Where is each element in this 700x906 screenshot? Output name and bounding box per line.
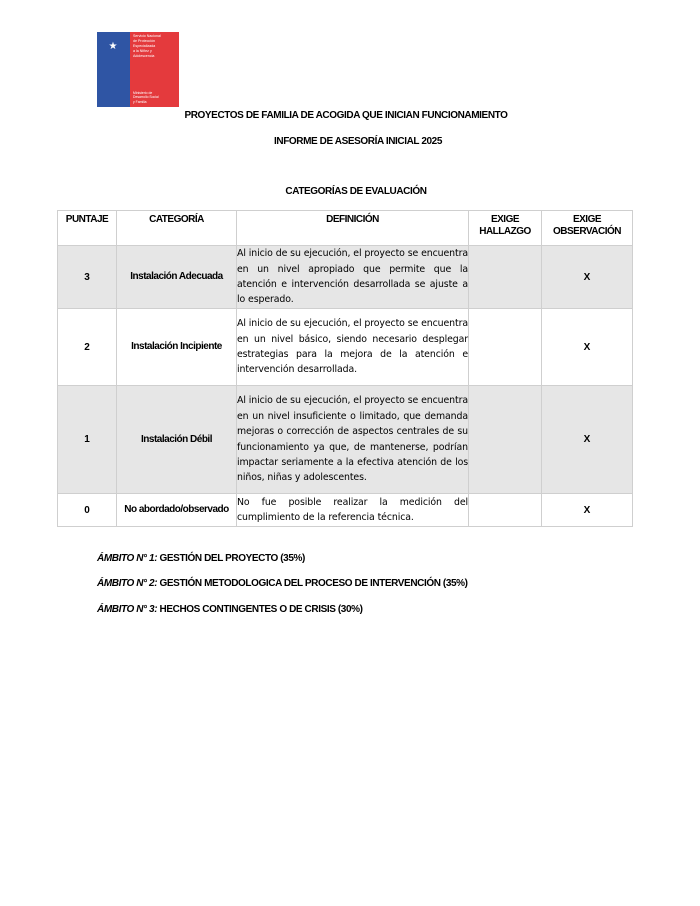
ambito-1 <box>97 553 305 564</box>
header-categoria: CATEGORÍA <box>117 211 237 246</box>
categoria-cell: Instalación Incipiente <box>117 309 237 386</box>
logo-text-block <box>130 32 179 107</box>
table-row <box>58 309 633 386</box>
ambito-3 <box>97 604 363 615</box>
puntaje-cell: 2 <box>58 309 117 386</box>
definicion-cell: No fue posible realizar la medición del cumplimiento de la referencia técnica. <box>237 494 469 527</box>
logo-line: a la Niñez y <box>133 49 152 53</box>
star-icon: ★ <box>108 41 118 52</box>
logo-emblem <box>97 32 130 107</box>
ambito-label: ÁMBITO N° 2: <box>97 578 158 589</box>
categories-title: CATEGORÍAS DE EVALUACIÓN <box>285 186 427 197</box>
observacion-cell: X <box>542 309 633 386</box>
categoria-cell: No abordado/observado <box>117 494 237 527</box>
definicion-cell: Al inicio de su ejecución, el proyecto se encuentra en un nivel insuficiente o limitado, que demanda mejoras o corrección de aspectos centrales de su funcionamiento ya que, de mantenerse, podrían impactar seriamente a la efectiva atención de los niños, niñas y adolescentes. <box>237 386 469 494</box>
logo-sub-line: Desarrollo Social <box>133 95 159 100</box>
logo-sub-line: y Familia <box>133 99 147 104</box>
table-row <box>58 386 633 494</box>
hallazgo-cell <box>469 494 542 527</box>
puntaje-cell: 1 <box>58 386 117 494</box>
hallazgo-cell <box>469 309 542 386</box>
observacion-cell: X <box>542 246 633 309</box>
ambito-label: ÁMBITO N° 3: <box>97 604 158 615</box>
observacion-cell: X <box>542 494 633 527</box>
evaluation-categories-table <box>57 210 633 527</box>
logo-line: Especializada <box>133 44 156 48</box>
ambito-text: GESTIÓN DEL PROYECTO (35%) <box>159 553 305 564</box>
puntaje-cell: 3 <box>58 246 117 309</box>
puntaje-cell: 0 <box>58 494 117 527</box>
observacion-cell: X <box>542 386 633 494</box>
ambito-2 <box>97 578 468 589</box>
logo-subtext <box>133 91 159 104</box>
logo-line: Servicio Nacional <box>133 34 161 38</box>
ambito-text: HECHOS CONTINGENTES O DE CRISIS (30%) <box>159 604 363 615</box>
header-exige-observacion: EXIGE OBSERVACIÓN <box>542 211 633 246</box>
table-header-row <box>58 211 633 246</box>
definicion-cell: Al inicio de su ejecución, el proyecto se encuentra en un nivel apropiado que permite que la atención e intervención desarrollada se ajuste a lo esperado. <box>237 246 469 309</box>
header-puntaje: PUNTAJE <box>58 211 117 246</box>
hallazgo-cell <box>469 246 542 309</box>
table-row <box>58 494 633 527</box>
categoria-cell: Instalación Adecuada <box>117 246 237 309</box>
definicion-cell: Al inicio de su ejecución, el proyecto se encuentra en un nivel básico, siendo necesario desplegar estrategias para la mejora de la atención e intervención desarrollada. <box>237 309 469 386</box>
table-row <box>58 246 633 309</box>
logo-line: de Protección <box>133 39 155 43</box>
logo-sub-line: Ministerio de <box>133 90 153 95</box>
logo-line: Adolescencia <box>133 54 155 58</box>
header-exige-hallazgo: EXIGE HALLAZGO <box>469 211 542 246</box>
ambito-label: ÁMBITO N° 1: <box>97 553 158 564</box>
header-definicion: DEFINICIÓN <box>237 211 469 246</box>
report-title: INFORME DE ASESORÍA INICIAL 2025 <box>274 136 442 147</box>
categoria-cell: Instalación Débil <box>117 386 237 494</box>
institution-logo <box>97 32 179 107</box>
document-title: PROYECTOS DE FAMILIA DE ACOGIDA QUE INICIAN FUNCIONAMIENTO <box>184 110 508 121</box>
hallazgo-cell <box>469 386 542 494</box>
ambito-text: GESTIÓN METODOLOGICA DEL PROCESO DE INTERVENCIÓN (35%) <box>159 578 468 589</box>
